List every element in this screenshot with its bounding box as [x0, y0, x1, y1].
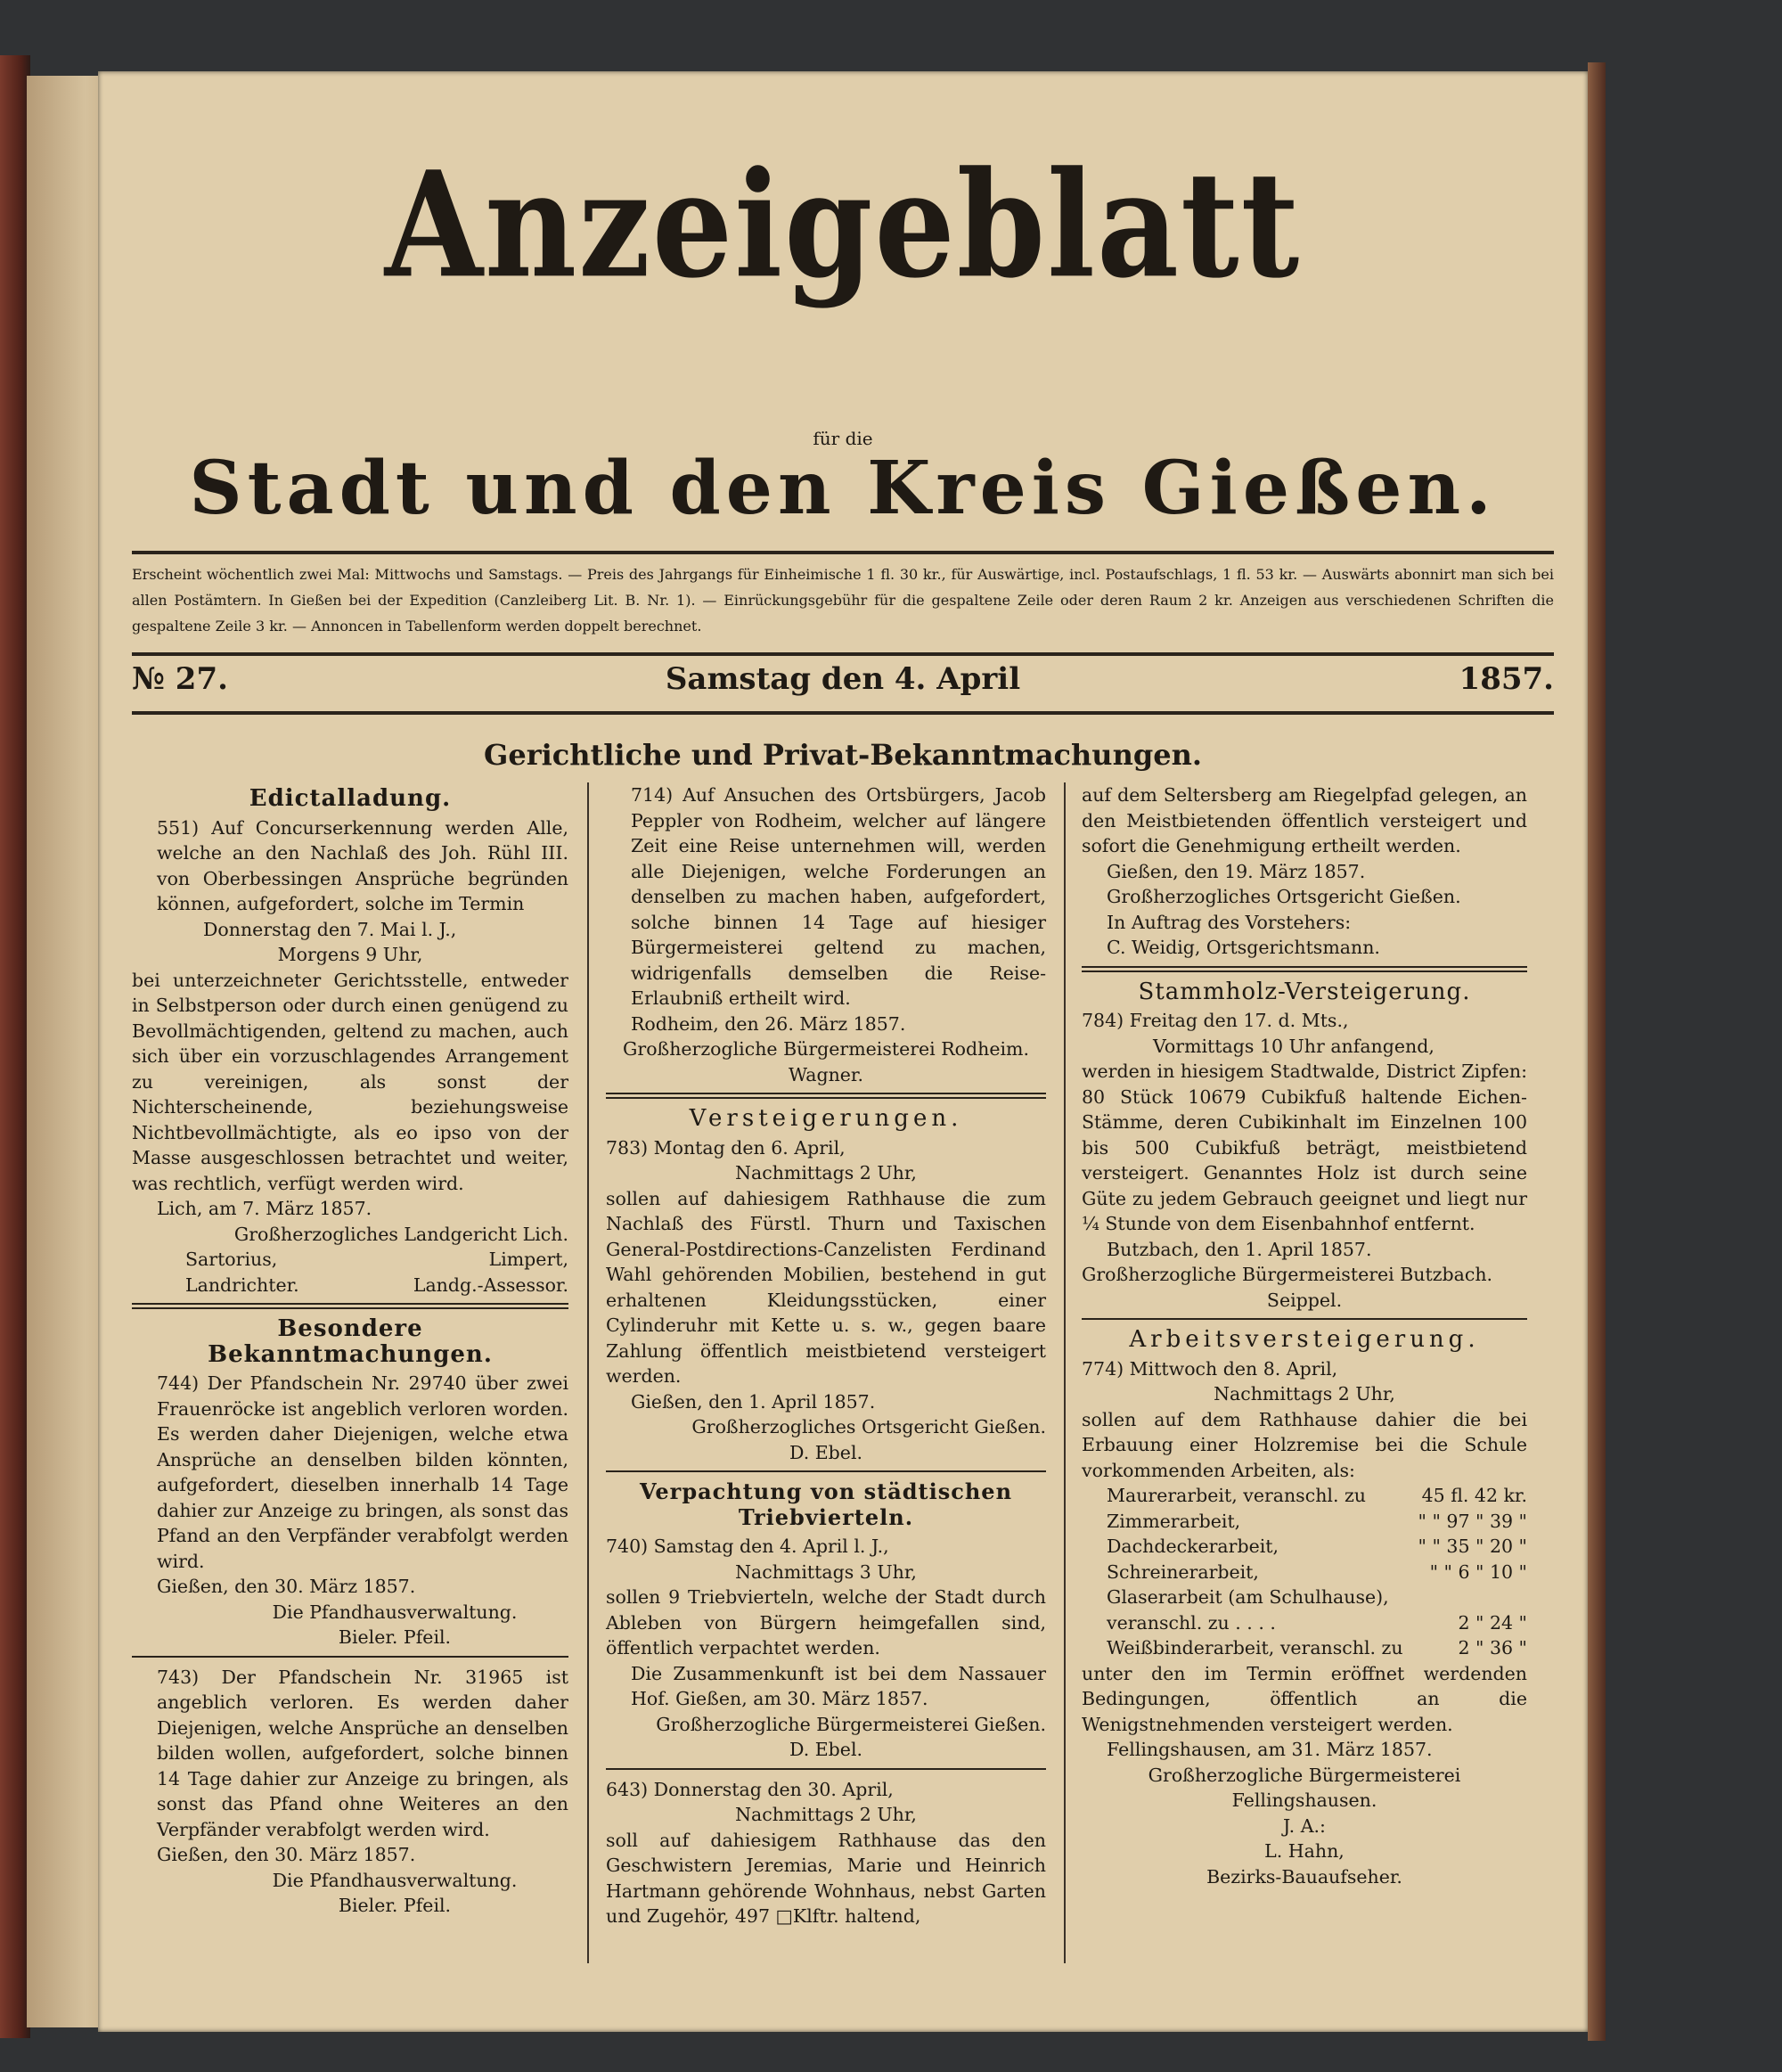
house-cont-office: Großherzogliches Ortsgericht Gießen.: [1107, 886, 1461, 907]
house-auction-continued: [1082, 782, 1527, 961]
edict-titles: [132, 1273, 568, 1298]
work-label: veranschl. zu . . . .: [1107, 1611, 1276, 1634]
house-cont-text: auf dem Seltersberg am Riegelpfad gelegen, an den Meistbietenden öffentlich versteigert und sofort die Genehmigung ertheilt werden.: [1082, 784, 1527, 856]
edict-signatures: [132, 1247, 568, 1273]
work-label: Maurerarbeit, veranschl. zu: [1107, 1485, 1366, 1506]
house-time: Nachmittags 2 Uhr,: [735, 1804, 917, 1825]
lease-date: 740) Samstag den 4. April l. J.,: [606, 1536, 889, 1557]
timber-auction: [1082, 979, 1527, 1314]
timber-date: 784) Freitag den 17. d. Mts.,: [1082, 1010, 1349, 1031]
work-date: 774) Mittwoch den 8. April,: [1082, 1357, 1338, 1380]
pawn-744-date: Gießen, den 30. März 1857.: [157, 1576, 416, 1597]
pawn-744-signature: Bieler. Pfeil.: [338, 1626, 452, 1648]
separator: [606, 1093, 1046, 1099]
work-place-date: Fellingshausen, am 31. März 1857.: [1107, 1739, 1433, 1760]
work-label: Schreinerarbeit,: [1107, 1560, 1259, 1583]
lease-heading: Verpachtung von städtischen Triebvierteln.: [639, 1478, 1013, 1530]
work-label: Glaserarbeit (am Schulhause),: [1107, 1586, 1389, 1608]
work-order: J. A.:: [1283, 1814, 1326, 1837]
lease-meeting: Die Zusammenkunft ist bei dem Nassauer Hof. Gießen, am 30. März 1857.: [631, 1662, 1046, 1709]
house-auction: [606, 1777, 1046, 1929]
house-cont-order: In Auftrag des Vorstehers:: [1107, 911, 1352, 933]
column-3: [1082, 782, 1527, 1889]
masthead-subtitle: Stadt und den Kreis Gießen.: [189, 446, 1497, 531]
work-label: Weißbinderarbeit, veranschl. zu: [1107, 1637, 1403, 1658]
auctions-heading: Versteigerungen.: [689, 1105, 963, 1132]
work-text: sollen auf dem Rathhause dahier die bei Erbauung einer Holzremise bei die Schule vorkommenden Arbeiten, als:: [1082, 1408, 1527, 1481]
work-heading: Arbeitsversteigerung.: [1129, 1326, 1480, 1353]
dateline: [132, 661, 1554, 706]
column-1: [132, 782, 568, 1919]
issue-number: № 27.: [132, 661, 228, 697]
work-label: Dachdeckerarbeit,: [1107, 1536, 1279, 1557]
auction-783-place-date: Gießen, den 1. April 1857.: [631, 1390, 876, 1413]
book-cover-edge: [1588, 62, 1606, 2041]
edict-place-date: Lich, am 7. März 1857.: [157, 1198, 372, 1219]
timber-signature: Seippel.: [1266, 1289, 1343, 1311]
travel-text: 714) Auf Ansuchen des Ortsbürgers, Jacob Peppler von Rodheim, welcher auf längere Zeit eine Reise unternehmen will, werden alle Diejenigen, welche Forderungen an denselben zu machen haben, aufgefordert, solche binnen 14 Tage auf hiesiger Bürgermeisterei geltend zu machen, widrigenfalls demselben die Reise-Erlaubniß ertheilt wird.: [631, 784, 1046, 1009]
house-text: soll auf dahiesigem Rathhause das den Geschwistern Jeremias, Marie und Heinrich Hartmann gehörende Wohnhaus, nebst Garten und Zugehör, 497 □Klftr. haltend,: [606, 1829, 1046, 1927]
lease-time: Nachmittags 3 Uhr,: [735, 1560, 917, 1583]
timber-heading: Stammholz-Versteigerung.: [1138, 978, 1471, 1005]
column-2: [606, 782, 1046, 1929]
edict-heading: Edictalladung.: [249, 785, 452, 812]
column-divider-2: [1064, 782, 1066, 1963]
edict-text: 551) Auf Concurserkennung werden Alle, welche an den Nachlaß des Joh. Rühl III. von Oberbessingen Ansprüche begründen können, aufgefordert, solche im Termin: [157, 816, 568, 914]
work-row: [1082, 1483, 1527, 1509]
pawn-ticket-744: 744) Der Pfandschein Nr. 29740 über zwei Frauenröcke ist angeblich verloren worden. Es werden daher Diejenigen, welche etwa Ansprüche an denselben bilden könnten, aufgefordert, dieselben innerhalb 14 Tage dahier zur Anzeige zu bringen, als sonst das Pfand an den Verpfänder verabfolgt werden wird.: [157, 1372, 568, 1572]
timber-text: werden in hiesigem Stadtwalde, District Zipfen: 80 Stück 10679 Cubikfuß haltende Eichen-Stämme, deren Cubikinhalt im Einzelnen 100 bis 500 Cubikfuß beträgt, meistbietend versteigert. Genanntes Holz ist durch seine Güte zu jedem Gebrauch geeignet und liegt nur ¼ Stunde von dem Eisenbahnhof entfernt.: [1082, 1061, 1527, 1234]
lease-section: [606, 1479, 1046, 1763]
work-signature: L. Hahn,: [1264, 1840, 1345, 1862]
edict-body: bei unterzeichneter Gerichtsstelle, entweder in Selbstperson oder durch einen genügend zu Bevollmächtigenden, geltend zu machen, auch sich über ein vorzuschlagendes Arrangement zu vereinigen, als sonst der Nichterscheinende, beziehungsweise Nichtbevollmächtigte, als eo ipso von der Masse ausgeschlossen betrachtet und weiter, was rechtlich, verfügt werden wird.: [132, 969, 568, 1194]
travel-notice: [606, 782, 1046, 1087]
auction-783-date: 783) Montag den 6. April,: [606, 1136, 846, 1159]
pawn-743-date: Gießen, den 30. März 1857.: [157, 1844, 416, 1865]
separator: [1082, 1318, 1527, 1320]
travel-office: Großherzogliche Bürgermeisterei Rodheim.: [623, 1038, 1029, 1060]
notice-rule: [132, 652, 1554, 656]
work-label: Zimmerarbeit,: [1107, 1510, 1241, 1532]
work-cost: " " 97 " 39 ": [1418, 1510, 1527, 1532]
edict-date: Donnerstag den 7. Mai l. J.,: [203, 918, 457, 940]
issue-year: 1857.: [1459, 661, 1554, 697]
work-cost: 2 " 36 ": [1458, 1637, 1527, 1658]
newspaper-page: [98, 71, 1588, 2032]
lease-text: sollen 9 Triebvierteln, welche der Stadt durch Ableben von Bürgern heimgefallen sind, öffentlich verpachtet werden.: [606, 1586, 1046, 1658]
work-cost: 45 fl. 42 kr.: [1421, 1485, 1527, 1506]
separator: [606, 1768, 1046, 1770]
column-divider-1: [587, 782, 589, 1963]
auction-783-signature: D. Ebel.: [789, 1441, 863, 1463]
work-row: [1082, 1560, 1527, 1585]
work-row: [1082, 1534, 1527, 1560]
timber-place-date: Butzbach, den 1. April 1857.: [1107, 1238, 1372, 1260]
auction-783-office: Großherzogliches Ortsgericht Gießen.: [691, 1416, 1046, 1437]
work-terms: unter den im Termin eröffnet werdenden Bedingungen, öffentlich an die Wenigstnehmenden versteigert werden.: [1082, 1662, 1527, 1735]
travel-date: Rodheim, den 26. März 1857.: [631, 1012, 906, 1035]
issue-date: Samstag den 4. April: [665, 661, 1021, 697]
separator: [132, 1656, 568, 1658]
timber-time: Vormittags 10 Uhr anfangend,: [1153, 1035, 1435, 1057]
edict-court: Großherzogliches Landgericht Lich.: [233, 1223, 568, 1245]
signature-limpert: Limpert,: [488, 1249, 568, 1270]
pawn-ticket-743: 743) Der Pfandschein Nr. 31965 ist angeblich verloren. Es werden daher Diejenigen, welche Ansprüche an denselben bilden wollen, aufgefordert, solche binnen 14 Tage dahier zur Anzeige zu bringen, als sonst das Pfand ohne Weiteres an den Verpfänder verabfolgt werden wird.: [157, 1666, 568, 1840]
work-cost: " " 6 " 10 ": [1429, 1560, 1527, 1583]
signature-sartorius: Sartorius,: [185, 1249, 278, 1270]
edict-time: Morgens 9 Uhr,: [277, 944, 423, 965]
auction-783-text: sollen auf dahiesigem Rathhause die zum Nachlaß des Fürstl. Thurn und Taxischen General-Postdirections-Canzelisten Ferdinand Wahl gehörenden Mobilien, bestehend in gut erhaltenen Kleidungsstücken, einer Cylinderuhr mit Kette u. s. w., gegen baare Zahlung öffentlich meistbietend versteigert werden.: [606, 1187, 1046, 1387]
title-landrichter: Landrichter.: [185, 1274, 299, 1296]
house-date: 643) Donnerstag den 30. April,: [606, 1778, 894, 1800]
special-heading: Besondere Bekanntmachungen.: [208, 1315, 493, 1368]
pawn-744-office: Die Pfandhausverwaltung.: [272, 1601, 518, 1623]
book-spine: [0, 55, 30, 2038]
auctions-section: [606, 1106, 1046, 1465]
dateline-rule: [132, 711, 1554, 715]
pawn-743-office: Die Pfandhausverwaltung.: [272, 1869, 518, 1891]
subscription-notice: Erscheint wöchentlich zwei Mal: Mittwochs und Samstags. — Preis des Jahrgangs für Einheimische 1 fl. 30 kr., für Auswärtige, incl. Postaufschlags, 1 fl. 53 kr. — Auswärts abonnirt man sich bei allen Postämtern. In Gießen bei der Expedition (Canzleiberg Lit. B. Nr. 1). — Einrückungsgebühr für die gespaltene Zeile oder deren Raum 2 kr. Anzeigen aus verschiedenen Schriften die gespaltene Zeile 3 kr. — Annoncen in Tabellenform werden doppelt berechnet.: [132, 566, 1554, 635]
lease-office: Großherzogliche Bürgermeisterei Gießen.: [656, 1713, 1046, 1735]
edict-article: [132, 786, 568, 1298]
masthead-title: Anzeigeblatt: [384, 140, 1302, 311]
work-row: [1082, 1610, 1527, 1636]
masthead-fuer: für die: [813, 428, 873, 449]
work-signer-title: Bezirks-Bauaufseher.: [1206, 1865, 1402, 1888]
work-cost: 2 " 24 ": [1458, 1611, 1527, 1634]
section-title: Gerichtliche und Privat-Bekanntmachungen.: [484, 738, 1202, 772]
separator: [606, 1470, 1046, 1472]
separator: [1082, 966, 1527, 972]
auction-783-time: Nachmittags 2 Uhr,: [735, 1162, 917, 1183]
house-cont-signature: C. Weidig, Ortsgerichtsmann.: [1107, 937, 1380, 958]
travel-signature: Wagner.: [788, 1063, 864, 1085]
house-cont-date: Gießen, den 19. März 1857.: [1107, 860, 1366, 882]
masthead-rule: [132, 551, 1554, 554]
timber-office: Großherzogliche Bürgermeisterei Butzbach.: [1082, 1264, 1493, 1285]
work-office: Großherzogliche Bürgermeisterei Fellingshausen.: [1148, 1764, 1461, 1811]
work-row: [1082, 1509, 1527, 1535]
pawn-743-signature: Bieler. Pfeil.: [338, 1895, 452, 1916]
work-time: Nachmittags 2 Uhr,: [1214, 1383, 1395, 1405]
special-announcements: [132, 1316, 568, 1919]
work-row: [1082, 1635, 1527, 1661]
separator: [132, 1303, 568, 1309]
lease-signature: D. Ebel.: [789, 1739, 863, 1760]
title-assessor: Landg.-Assessor.: [413, 1274, 568, 1296]
work-cost: " " 35 " 20 ": [1418, 1536, 1527, 1557]
work-auction: [1082, 1327, 1527, 1889]
